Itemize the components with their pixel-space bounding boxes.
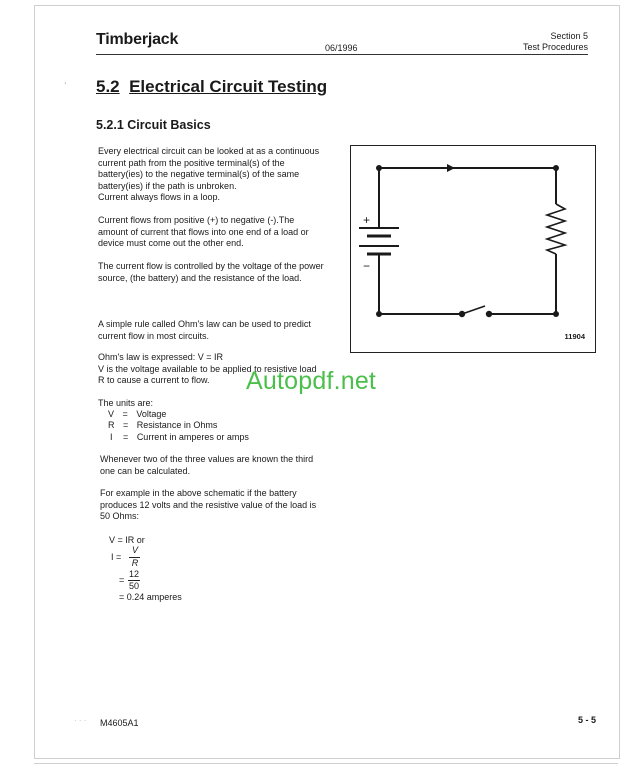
section-title: Test Procedures bbox=[522, 42, 588, 52]
text-line: battery(ies) to the negative terminal(s) of the same bbox=[98, 169, 300, 179]
equation-v-ir: V = IR or bbox=[109, 535, 145, 545]
circuit-schematic bbox=[350, 145, 596, 353]
text-line: current flow in most circuits. bbox=[98, 330, 210, 341]
unit-symbol: I bbox=[110, 432, 113, 442]
wire-bottom-left bbox=[379, 258, 462, 314]
fraction-denominator-50: 50 bbox=[128, 581, 139, 591]
text-line: Current always flows in a loop. bbox=[98, 192, 221, 202]
equation-i-lhs: I = bbox=[111, 552, 122, 562]
unit-description: Current in amperes or amps bbox=[136, 432, 249, 442]
text-line: Whenever two of the three values are known the third bbox=[100, 454, 314, 464]
brand-logo: Timberjack bbox=[96, 31, 179, 48]
unit-description: Voltage bbox=[136, 409, 167, 419]
paragraph-third-value bbox=[100, 454, 313, 477]
battery-plus-label: + bbox=[363, 213, 371, 227]
paragraph-circuit-intro bbox=[98, 146, 319, 204]
section-number: Section 5 bbox=[550, 31, 588, 41]
text-line: current path from the positive terminal(s) of the bbox=[98, 157, 285, 168]
unit-equals: = bbox=[123, 432, 129, 442]
paragraph-current-flow bbox=[98, 215, 309, 250]
scan-dots: · · · bbox=[74, 716, 87, 725]
unit-description: Resistance in Ohms bbox=[136, 420, 218, 430]
subheading: 5.2.1 Circuit Basics bbox=[96, 118, 211, 132]
battery-minus-label: − bbox=[363, 259, 371, 273]
equation-equals: = bbox=[119, 575, 125, 585]
text-line: R to cause a current to flow. bbox=[98, 375, 210, 385]
paragraph-ohms-law-intro bbox=[98, 319, 311, 342]
fraction-numerator-v: V bbox=[131, 545, 138, 555]
wire-right bbox=[489, 254, 556, 314]
current-arrow-icon bbox=[447, 164, 455, 172]
circuit-nodes bbox=[376, 165, 559, 317]
unit-symbol: V bbox=[108, 409, 115, 419]
text-line: produces 12 volts and the resistive value of the load is bbox=[100, 499, 317, 510]
resistor-symbol bbox=[547, 204, 565, 254]
watermark-text: Autopdf.net bbox=[246, 367, 377, 395]
page-title bbox=[96, 77, 327, 97]
unit-equals: = bbox=[122, 409, 128, 419]
text-line: For example in the above schematic if the battery bbox=[100, 488, 297, 498]
paragraph-voltage-control bbox=[98, 261, 324, 284]
text-line: source, (the battery) and the resistance of the load. bbox=[98, 272, 302, 283]
text-line: one can be calculated. bbox=[100, 465, 191, 476]
circuit-diagram bbox=[351, 146, 595, 352]
unit-row-current bbox=[110, 432, 249, 442]
fraction-denominator-r: R bbox=[131, 558, 139, 568]
switch-lever bbox=[462, 306, 485, 314]
section-label bbox=[523, 31, 588, 53]
circuit-wires bbox=[379, 168, 565, 314]
text-line: amount of current that flows into one end of a load or bbox=[98, 226, 309, 237]
text-line: Ohm's law is expressed: V = IR bbox=[98, 352, 224, 362]
unit-row-voltage bbox=[108, 409, 166, 419]
wire-top bbox=[379, 168, 556, 216]
text-line: V is the voltage available to be applied to resistive load bbox=[98, 363, 317, 374]
unit-row-resistance bbox=[108, 420, 217, 430]
units-intro: The units are: bbox=[98, 398, 154, 408]
header-rule bbox=[96, 54, 588, 55]
page-number: 5 - 5 bbox=[577, 715, 596, 725]
text-line: device must come out the other end. bbox=[98, 238, 244, 248]
heading-title: Electrical Circuit Testing bbox=[129, 77, 328, 96]
margin-mark: ‚ bbox=[64, 74, 67, 86]
figure-number: 11904 bbox=[564, 332, 585, 341]
equation-result: = 0.24 amperes bbox=[119, 592, 182, 602]
fraction-numerator-12: 12 bbox=[128, 569, 139, 579]
text-line: A simple rule called Ohm's law can be used to predict bbox=[98, 319, 311, 329]
text-line: 50 Ohms: bbox=[100, 511, 140, 521]
text-line: Current flows from positive (+) to negative (-).The bbox=[98, 215, 295, 225]
unit-equals: = bbox=[123, 420, 129, 430]
unit-symbol: R bbox=[108, 420, 115, 430]
heading-number: 5.2 bbox=[96, 77, 120, 96]
issue-date: 06/1996 bbox=[325, 43, 358, 53]
text-line: Every electrical circuit can be looked at as a continuous bbox=[98, 146, 320, 156]
document-code: M4605A1 bbox=[100, 718, 139, 728]
paragraph-example bbox=[100, 488, 316, 523]
text-line: battery(ies) if the path is unbroken. bbox=[98, 180, 237, 191]
text-line: The current flow is controlled by the voltage of the power bbox=[98, 261, 324, 271]
